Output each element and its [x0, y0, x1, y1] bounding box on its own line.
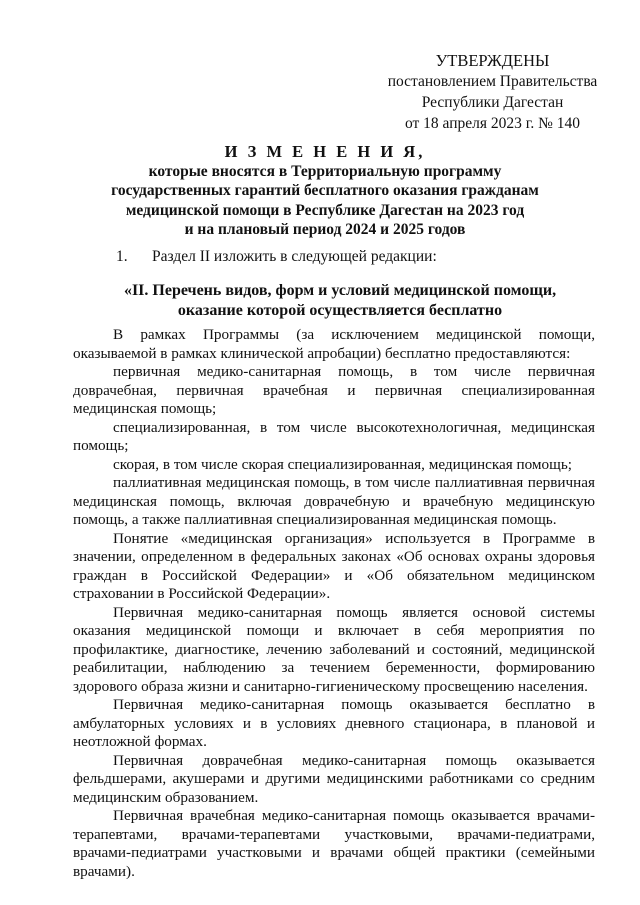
approval-date: от 18 апреля 2023 г. № 140 [404, 115, 581, 132]
paragraph: специализированная, в том числе высокотехнологичная, медицинская помощь; [73, 418, 595, 454]
item-text: Раздел II изложить в следующей редакции: [152, 248, 437, 265]
section-title-line: оказание которой осуществляется бесплатно [177, 302, 503, 319]
paragraph: первичная медико-санитарная помощь, в том числе первичная доврачебная, первичная врачебная и первичная специализированная медицинская помощь; [73, 363, 595, 417]
title-line: государственных гарантий бесплатного оказания гражданам [111, 182, 539, 199]
title-line: которые вносятся в Территориальную программу [148, 162, 502, 180]
title-line: медицинской помощи в Республике Дагестан на 2023 год [125, 201, 525, 219]
paragraph: Первичная доврачебная медико-санитарная помощь оказывается фельдшерами, акушерами и другими медицинскими работниками со средним медицинским образованием. [73, 751, 595, 806]
paragraph: скорая, в том числе скорая специализированная, медицинская помощь; [113, 455, 572, 473]
amendment-item [116, 247, 437, 267]
section-heading [110, 281, 570, 321]
approval-title: УТВЕРЖДЕНЫ [435, 51, 550, 70]
item-number: 1. [116, 248, 128, 265]
approval-stamp [370, 50, 615, 134]
paragraph: Первичная врачебная медико-санитарная помощь оказывается врачами-терапевтами, врачами-терапевтами участковыми, врачами-педиатрами, врачами-педиатрами участковыми и врачами общей практики (семейными врачами). [73, 807, 595, 880]
paragraph: Первичная медико-санитарная помощь оказывается бесплатно в амбулаторных условиях и в условиях дневного стационара, в плановой и неотложной формах. [73, 696, 595, 750]
title-line: и на плановый период 2024 и 2025 годов [184, 221, 466, 238]
title-heading: И З М Е Н Е Н И Я, [224, 142, 426, 161]
paragraph: паллиативная медицинская помощь, в том числе паллиативная первичная медицинская помощь, включая доврачебную и врачебную медицинскую помощь, а также паллиативная специализированная медицинская помощь. [73, 474, 595, 528]
document-title [60, 142, 590, 240]
approval-line: постановлением Правительства [387, 73, 598, 90]
paragraph: Первичная медико-санитарная помощь является основой системы оказания медицинской помощи и включает в себя мероприятия по профилактике, диагностике, лечению заболеваний и состояний, медицинской реабилитации, наблюдению за течением беременности, формированию здорового образа жизни и санитарно-гигиеническому просвещению населения. [73, 603, 595, 695]
paragraph: В рамках Программы (за исключением медицинской помощи, оказываемой в рамках клинической апробации) бесплатно предоставляются: [73, 326, 595, 362]
body-text [73, 326, 595, 881]
section-title-line: «II. Перечень видов, форм и условий медицинской помощи, [123, 282, 557, 299]
paragraph: Понятие «медицинская организация» используется в Программе в значении, определенном в федеральных законах «Об основах охраны здоровья граждан в Российской Федерации» и «Об обязательном медицинском страховании в Российской Федерации». [73, 529, 595, 602]
approval-line: Республики Дагестан [421, 94, 564, 111]
